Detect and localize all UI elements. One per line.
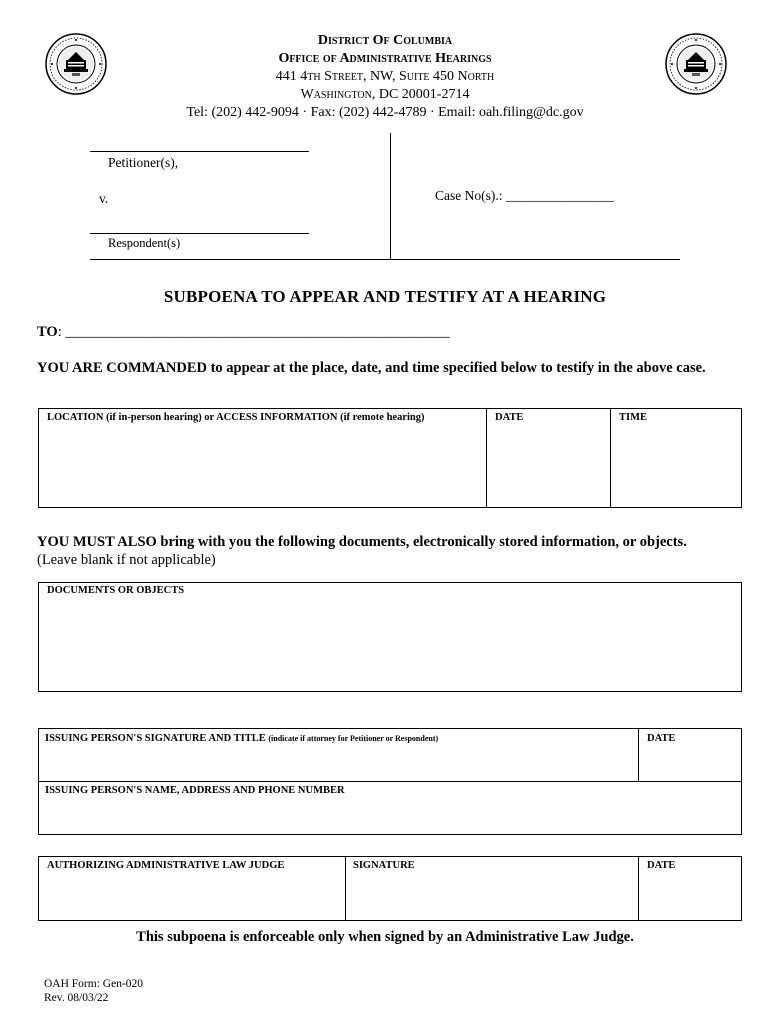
commanded-paragraph <box>37 359 742 378</box>
issuing-name-input[interactable] <box>40 798 740 833</box>
to-label: TO <box>37 324 58 340</box>
judge-label: AUTHORIZING ADMINISTRATIVE LAW JUDGE <box>47 860 285 871</box>
issuing-table-row-rule <box>38 781 742 782</box>
header-street: 441 4th Street, NW, Suite 450 North <box>275 69 495 84</box>
form-id: OAH Form: Gen-020 <box>44 978 144 990</box>
respondent-line[interactable] <box>90 233 309 234</box>
to-line[interactable] <box>37 323 450 342</box>
documents-box[interactable] <box>38 582 742 692</box>
issuing-signature-input[interactable] <box>40 746 636 780</box>
issuing-signature-note: (indicate if attorney for Petitioner or Respondent) <box>268 734 439 743</box>
issuing-date-label: DATE <box>647 733 676 744</box>
petitioner-label: Petitioner(s), <box>108 155 179 170</box>
issuing-name-label: ISSUING PERSON'S NAME, ADDRESS AND PHONE NUMBER <box>45 785 345 796</box>
documents-label: DOCUMENTS OR OBJECTS <box>47 585 185 596</box>
page-title: SUBPOENA TO APPEAR AND TESTIFY AT A HEARING <box>163 287 607 306</box>
case-number-field[interactable]: Case No(s).: ________________ <box>435 188 614 203</box>
issuing-signature-label <box>45 733 438 745</box>
agency-header <box>150 32 620 122</box>
judge-table-divider-2 <box>638 856 639 921</box>
header-district: District Of Columbia <box>317 33 453 48</box>
judge-signature-input[interactable] <box>347 874 636 919</box>
judge-date-label: DATE <box>647 860 676 871</box>
must-also-text: bring with you the following documents, electronically stored information, or objects. <box>156 534 687 550</box>
enforceable-note: This subpoena is enforceable only when signed by an Administrative Law Judge. <box>136 929 634 945</box>
form-identifier <box>44 977 143 1005</box>
must-also-note: (Leave blank if not applicable) <box>37 552 216 568</box>
header-office: Office of Administrative Hearings <box>278 51 492 66</box>
must-also-paragraph <box>37 533 757 552</box>
versus-label: v. <box>99 191 109 206</box>
hearing-table-divider-1 <box>486 408 487 508</box>
location-field-label: LOCATION (if in-person hearing) or ACCESS INFORMATION (if remote hearing) <box>47 412 425 423</box>
issuing-signature-title: ISSUING PERSON'S SIGNATURE AND TITLE <box>45 733 266 744</box>
dc-seal-icon-left <box>44 32 108 96</box>
dc-seal-icon-right <box>664 32 728 96</box>
issuing-table-divider <box>638 728 639 782</box>
judge-name-input[interactable] <box>40 874 343 919</box>
respondent-label: Respondent(s) <box>108 236 181 250</box>
must-also-lead: YOU MUST ALSO <box>37 534 157 550</box>
header-contact: Tel: (202) 442-9094 · Fax: (202) 442-4789 · Email: oah.filing@dc.gov <box>186 105 584 120</box>
location-input[interactable] <box>40 426 484 506</box>
hearing-time-label: TIME <box>619 412 648 423</box>
form-revision: Rev. 08/03/22 <box>44 992 109 1004</box>
hearing-date-label: DATE <box>495 412 524 423</box>
petitioner-line[interactable] <box>90 151 309 152</box>
to-blank[interactable]: : _____________________________________________________ <box>57 324 450 340</box>
hearing-date-input[interactable] <box>488 426 608 506</box>
judge-table-divider-1 <box>345 856 346 921</box>
hearing-table-divider-2 <box>610 408 611 508</box>
caption-divider <box>390 133 391 260</box>
header-city: Washington, DC 20001-2714 <box>300 87 470 102</box>
judge-date-input[interactable] <box>640 874 740 919</box>
hearing-time-input[interactable] <box>612 426 740 506</box>
judge-signature-label: SIGNATURE <box>353 860 415 871</box>
commanded-lead: YOU ARE COMMANDED <box>37 360 207 376</box>
caption-bottom-rule <box>90 259 680 260</box>
commanded-text: to appear at the place, date, and time specified below to testify in the above case. <box>206 360 706 376</box>
issuing-date-input[interactable] <box>640 746 740 780</box>
